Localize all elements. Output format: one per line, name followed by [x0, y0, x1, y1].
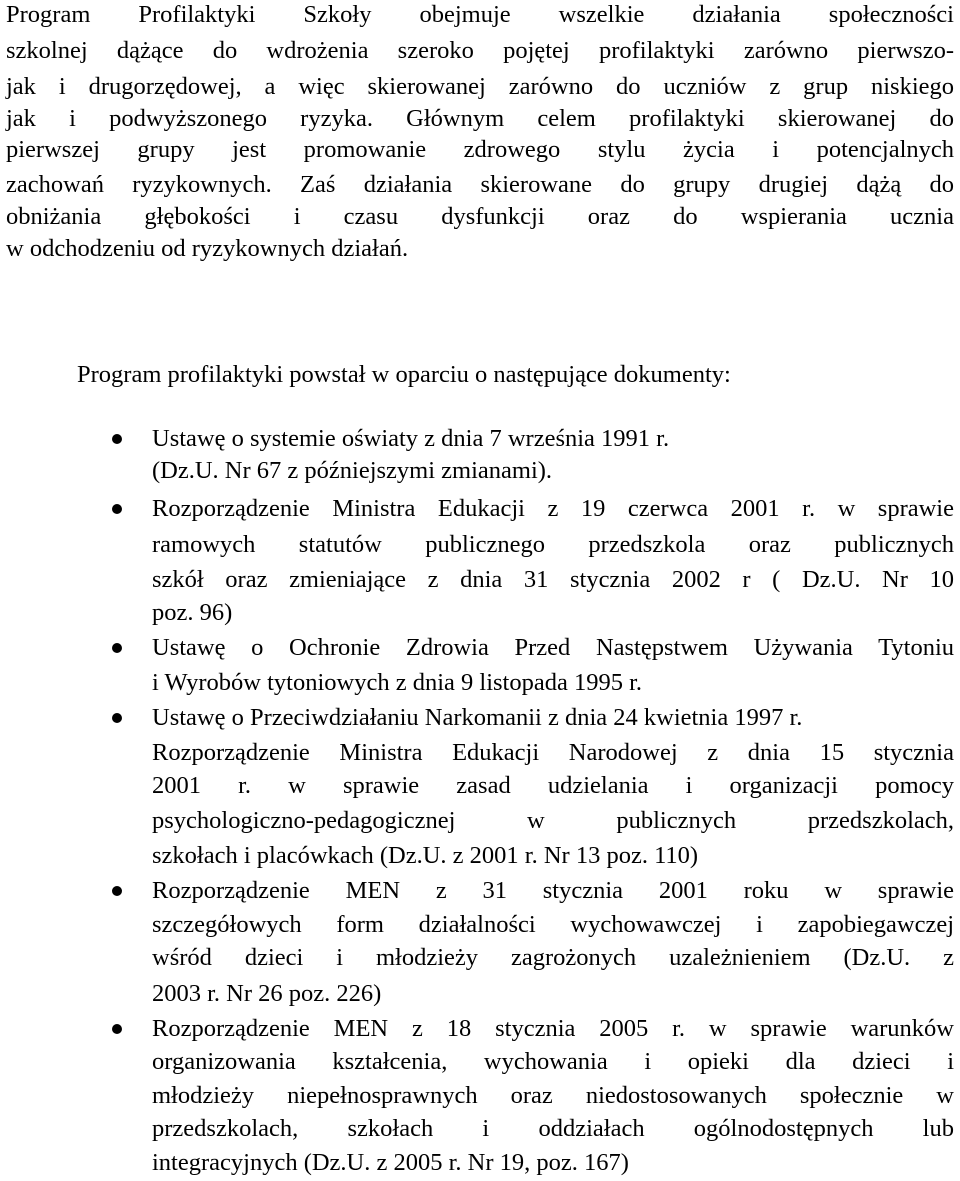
bullet-icon — [112, 886, 122, 896]
list-item-line: 2003 r. Nr 26 poz. 226) — [152, 980, 382, 1007]
bullet-icon — [112, 1024, 122, 1034]
list-item-line: ramowych statutów publicznego przedszkola oraz publicznych — [152, 531, 954, 558]
list-item-line: (Dz.U. Nr 67 z późniejszymi zmianami). — [152, 457, 553, 484]
intro-line: zachowań ryzykownych. Zaś działania skierowane do grupy drugiej dążą do — [6, 171, 954, 198]
list-item-line: szczegółowych form działalności wychowawczej i zapobiegawczej — [152, 911, 954, 938]
list-item-line: młodzieży niepełnosprawnych oraz niedostosowanych społecznie w — [152, 1082, 954, 1109]
intro-line: jak i drugorzędowej, a więc skierowanej zarówno do uczniów z grup niskiego — [6, 73, 954, 100]
list-item-line: 2001 r. w sprawie zasad udzielania i organizacji pomocy — [152, 772, 954, 799]
list-item-line: Ustawę o systemie oświaty z dnia 7 września 1991 r. — [152, 425, 670, 452]
list-item-line: poz. 96) — [152, 599, 233, 626]
intro-line: obniżania głębokości i czasu dysfunkcji oraz do wspierania ucznia — [6, 203, 954, 230]
list-item-line: integracyjnych (Dz.U. z 2005 r. Nr 19, poz. 167) — [152, 1149, 629, 1176]
list-item-line: Ustawę o Przeciwdziałaniu Narkomanii z dnia 24 kwietnia 1997 r. — [152, 704, 803, 731]
list-item-line: przedszkolach, szkołach i oddziałach ogólnodostępnych lub — [152, 1115, 954, 1142]
list-item-line: wśród dzieci i młodzieży zagrożonych uzależnieniem (Dz.U. z — [152, 944, 954, 971]
list-item-line: Rozporządzenie MEN z 31 stycznia 2001 roku w sprawie — [152, 877, 954, 904]
list-item-line: szkół oraz zmieniające z dnia 31 stycznia 2002 r ( Dz.U. Nr 10 — [152, 566, 954, 593]
bullet-icon — [112, 504, 122, 514]
bullet-icon — [112, 434, 122, 444]
list-item-line: organizowania kształcenia, wychowania i opieki dla dzieci i — [152, 1048, 954, 1075]
list-item-line: szkołach i placówkach (Dz.U. z 2001 r. Nr 13 poz. 110) — [152, 842, 699, 869]
list-item-line: Rozporządzenie Ministra Edukacji z 19 czerwca 2001 r. w sprawie — [152, 495, 954, 522]
list-item-line: i Wyrobów tytoniowych z dnia 9 listopada 1995 r. — [152, 669, 643, 696]
intro-line: w odchodzeniu od ryzykownych działań. — [6, 235, 409, 262]
list-item-line: Rozporządzenie MEN z 18 stycznia 2005 r. w sprawie warunków — [152, 1015, 954, 1042]
intro-line: jak i podwyższonego ryzyka. Głównym celem profilaktyki skierowanej do — [6, 105, 954, 132]
documents-heading: Program profilaktyki powstał w oparciu o następujące dokumenty: — [77, 361, 731, 388]
bullet-icon — [112, 643, 122, 653]
list-item-line: Ustawę o Ochronie Zdrowia Przed Następstwem Używania Tytoniu — [152, 634, 954, 661]
intro-line: pierwszej grupy jest promowanie zdrowego stylu życia i potencjalnych — [6, 136, 954, 163]
intro-line: szkolnej dążące do wdrożenia szeroko pojętej profilaktyki zarówno pierwszo- — [6, 37, 954, 64]
list-item-line: psychologiczno-pedagogicznej w publicznych przedszkolach, — [152, 807, 954, 834]
list-item-line: Rozporządzenie Ministra Edukacji Narodowej z dnia 15 stycznia — [152, 739, 954, 766]
bullet-icon — [112, 713, 122, 723]
intro-line: Program Profilaktyki Szkoły obejmuje wszelkie działania społeczności — [6, 1, 954, 28]
